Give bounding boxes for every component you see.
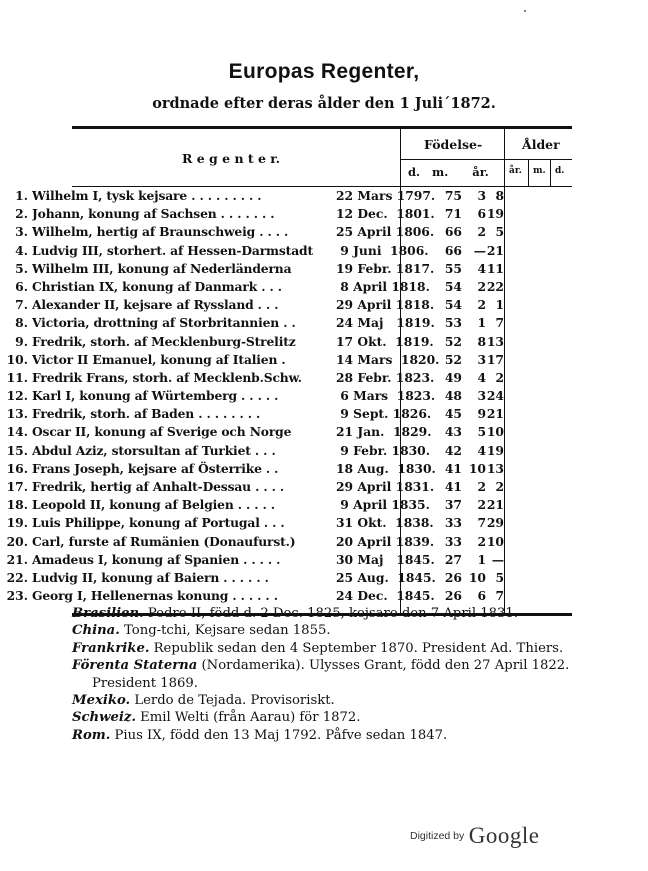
header-age-days: d.: [555, 166, 565, 176]
table-row: [6, 478, 572, 496]
age-years: 33: [444, 515, 462, 531]
age-days: 21: [486, 242, 504, 258]
age-days: 8: [495, 188, 504, 203]
regents-table: [6, 126, 572, 616]
age-days: 17: [486, 351, 504, 367]
age-days: 21: [486, 497, 504, 513]
age-years: 43: [444, 424, 462, 440]
note-text: Republik sedan den 4 September 1870. President Ad. Thiers.: [149, 640, 564, 656]
note-text: Pedro II, född d. 2 Dec. 1825, kejsare den 7 April 1831.: [143, 606, 519, 621]
age-months: 6: [477, 588, 486, 604]
note-line: [72, 727, 592, 744]
age-months: 2: [477, 533, 486, 549]
age-months: 6: [477, 206, 486, 222]
row-number: 5.: [15, 260, 28, 276]
age-months: —: [473, 242, 486, 258]
table-row: [6, 260, 572, 278]
age-years: 26: [444, 569, 462, 585]
row-number: 14.: [6, 424, 28, 440]
regent-name: Victor II Emanuel, konung af Italien .: [32, 351, 286, 367]
page-title: Europas Regenter,: [228, 60, 420, 83]
birth-date: 28 Febr. 1823.: [336, 369, 435, 385]
age-years: 66: [444, 224, 462, 240]
table-row: [6, 369, 572, 387]
age-years: 37: [444, 497, 462, 513]
birth-date: 8 April 1818.: [336, 278, 430, 294]
table-body: [6, 187, 572, 605]
age-days: 10: [486, 533, 504, 549]
birth-date: 22 Mars 1797.: [336, 188, 436, 203]
age-days: 7: [495, 315, 504, 331]
table-row: [6, 333, 572, 351]
table-row: [6, 387, 572, 405]
table-row: [6, 314, 572, 332]
table-row: [6, 242, 572, 260]
birth-date: 24 Dec. 1845.: [336, 588, 435, 604]
age-months: 2: [477, 224, 486, 240]
note-country: Schweiz.: [72, 710, 136, 726]
row-number: 10.: [6, 351, 28, 367]
table-row: [6, 405, 572, 423]
age-years: 71: [444, 206, 462, 222]
age-days: 7: [495, 588, 504, 604]
note-line: [72, 657, 592, 692]
birth-date: 20 April 1839.: [336, 533, 435, 549]
header-alder-rule: [504, 159, 572, 160]
age-months: 2: [477, 497, 486, 513]
header-fodelse-rule: [400, 159, 504, 160]
age-months: 3: [477, 351, 486, 367]
age-days: 29: [486, 515, 504, 531]
age-months: 2: [477, 297, 486, 313]
table-row: [6, 351, 572, 369]
age-years: 54: [444, 278, 462, 294]
regent-name: Wilhelm III, konung af Nederländerna: [32, 260, 292, 276]
table-row: [6, 551, 572, 569]
birth-date: 24 Maj 1819.: [336, 315, 435, 331]
note-line: [72, 709, 592, 726]
table-row: [6, 533, 572, 551]
age-years: 75: [444, 188, 462, 203]
digitized-watermark: [410, 823, 539, 849]
age-years: 41: [444, 460, 462, 476]
header-fodelse: Födelse-: [424, 137, 483, 152]
age-years: 52: [444, 351, 462, 367]
row-number: 19.: [6, 515, 28, 531]
row-number: 8.: [15, 315, 28, 331]
row-number: 22.: [6, 569, 28, 585]
birth-date: 29 April 1831.: [336, 479, 435, 494]
birth-date: 21 Jan. 1829.: [336, 424, 432, 440]
age-months: 4: [477, 442, 486, 458]
row-number: 23.: [6, 588, 28, 604]
regent-name: Wilhelm, hertig af Braunschweig . . . .: [32, 224, 289, 240]
age-days: —: [491, 551, 504, 567]
age-months: 2: [477, 479, 486, 494]
regent-name: Karl I, konung af Würtemberg . . . . .: [32, 388, 279, 404]
age-years: 66: [444, 242, 462, 258]
age-years: 55: [444, 260, 462, 276]
header-age-years: år.: [509, 166, 522, 176]
regent-name: Frans Joseph, kejsare af Österrike . .: [32, 460, 279, 476]
note-line: [72, 605, 592, 622]
age-months: 5: [477, 424, 486, 440]
age-years: 48: [444, 388, 462, 404]
row-number: 16.: [6, 460, 28, 476]
note-country: Rom.: [72, 727, 111, 743]
age-months: 1: [477, 315, 486, 331]
page-subtitle: ordnade efter deras ålder den 1 Juli´1872.: [152, 95, 496, 112]
table-row: [6, 514, 572, 532]
age-years: 45: [444, 406, 462, 422]
regent-name: Christian IX, konung af Danmark . . .: [32, 278, 282, 294]
header-fodelse-sub: d. m. år.: [408, 165, 489, 179]
age-years: 26: [444, 588, 462, 604]
age-months: 4: [477, 260, 486, 276]
row-number: 2.: [15, 206, 28, 222]
row-number: 9.: [15, 333, 28, 349]
regent-name: Leopold II, konung af Belgien . . . . .: [32, 497, 275, 513]
age-months: 7: [477, 515, 486, 531]
row-number: 15.: [6, 442, 28, 458]
row-number: 20.: [6, 533, 28, 549]
table-row: [6, 423, 572, 441]
age-months: 3: [477, 188, 486, 203]
table-row: [6, 587, 572, 605]
age-years: 52: [444, 333, 462, 349]
header-age-div-1: [528, 159, 529, 187]
header-age-months: m.: [533, 166, 546, 176]
regent-name: Georg I, Hellenernas konung . . . . . .: [32, 588, 278, 604]
row-number: 13.: [6, 406, 28, 422]
birth-date: 25 April 1806.: [336, 224, 435, 240]
table-row: [6, 496, 572, 514]
regent-name: Johann, konung af Sachsen . . . . . . .: [32, 206, 275, 222]
note-text: Emil Welti (från Aarau) för 1872.: [135, 710, 361, 726]
age-days: 2: [495, 369, 504, 385]
note-text: Tong-tchi, Kejsare sedan 1855.: [119, 623, 331, 639]
age-months: 10: [468, 460, 486, 476]
header-regenter: R e g e n t e r.: [182, 151, 281, 166]
birth-date: 9 April 1835.: [336, 497, 430, 513]
header-age-div-2: [550, 159, 551, 187]
birth-date: 6 Mars 1823.: [336, 388, 436, 404]
age-months: 9: [477, 406, 486, 422]
birth-date: 29 April 1818.: [336, 297, 435, 313]
note-line: [72, 692, 592, 709]
notes-section: [72, 605, 592, 744]
age-years: 27: [444, 551, 462, 567]
row-number: 12.: [6, 388, 28, 404]
birth-date: 9 Juni 1806.: [336, 242, 429, 258]
note-country: Frankrike.: [72, 640, 150, 656]
age-years: 42: [444, 442, 462, 458]
age-days: 10: [486, 424, 504, 440]
age-years: 54: [444, 297, 462, 313]
regent-name: Fredrik, hertig af Anhalt-Dessau . . . .: [32, 479, 284, 494]
age-days: 11: [486, 260, 504, 276]
row-number: 18.: [6, 497, 28, 513]
age-years: 41: [444, 479, 462, 494]
birth-date: 31 Okt. 1838.: [336, 515, 434, 531]
age-days: 13: [486, 333, 504, 349]
note-text: Pius IX, född den 13 Maj 1792. Påfve sedan 1847.: [110, 727, 448, 743]
note-country: Brasilien.: [72, 606, 144, 621]
age-days: 5: [495, 224, 504, 240]
age-months: 3: [477, 388, 486, 404]
regent-name: Victoria, drottning af Storbritannien . .: [32, 315, 296, 331]
table-row: [6, 278, 572, 296]
note-text: Lerdo de Tejada. Provisoriskt.: [130, 693, 335, 709]
table-row: [6, 442, 572, 460]
regent-name: Carl, furste af Rumänien (Donaufurst.): [32, 533, 296, 549]
row-number: 17.: [6, 479, 28, 494]
regent-name: Ludvig III, storhert. af Hessen-Darmstadt: [32, 242, 313, 258]
age-days: 5: [495, 569, 504, 585]
birth-date: 25 Aug. 1845.: [336, 569, 436, 585]
age-months: 4: [477, 369, 486, 385]
birth-date: 19 Febr. 1817.: [336, 260, 435, 276]
table-row: [6, 569, 572, 587]
regent-name: Ludvig II, konung af Baiern . . . . . .: [32, 569, 269, 585]
age-days: 24: [486, 388, 504, 404]
table-row: [6, 205, 572, 223]
row-number: 1.: [15, 188, 28, 203]
age-years: 49: [444, 369, 462, 385]
row-number: 7.: [15, 297, 28, 313]
age-days: 22: [486, 278, 504, 294]
regent-name: Abdul Aziz, storsultan af Turkiet . . .: [32, 442, 276, 458]
age-days: 1: [495, 297, 504, 313]
regent-name: Oscar II, konung af Sverige och Norge: [32, 424, 292, 440]
age-months: 2: [477, 278, 486, 294]
age-months: 8: [477, 333, 486, 349]
note-country: Förenta Staterna: [72, 658, 198, 674]
note-country: China.: [72, 623, 120, 639]
age-days: 13: [486, 460, 504, 476]
regent-name: Wilhelm I, tysk kejsare . . . . . . . . .: [32, 188, 262, 203]
regent-name: Alexander II, kejsare af Ryssland . . .: [32, 297, 279, 313]
age-days: 21: [486, 406, 504, 422]
age-years: 53: [444, 315, 462, 331]
note-line: [72, 622, 592, 639]
regent-name: Luis Philippe, konung af Portugal . . .: [32, 515, 285, 531]
birth-date: 9 Febr. 1830.: [336, 442, 431, 458]
regent-name: Amadeus I, konung af Spanien . . . . .: [32, 551, 281, 567]
note-text: (Nordamerika). Ulysses Grant, född den 27 April 1822. President 1869.: [92, 658, 570, 691]
google-wordmark: Google: [468, 823, 540, 848]
birth-date: 30 Maj 1845.: [336, 551, 435, 567]
age-years: 33: [444, 533, 462, 549]
header-alder: Ålder: [522, 137, 560, 152]
row-number: 11.: [6, 369, 28, 385]
row-number: 6.: [15, 278, 28, 294]
note-line: [72, 640, 592, 657]
table-row: [6, 296, 572, 314]
table-row: [6, 460, 572, 478]
age-months: 10: [468, 569, 486, 585]
regent-name: Fredrik, storh. af Baden . . . . . . . .: [32, 406, 261, 422]
row-number: 21.: [6, 551, 28, 567]
row-number: 4.: [15, 242, 28, 258]
age-days: 2: [495, 479, 504, 494]
regent-name: Fredrik, storh. af Mecklenburg-Strelitz: [32, 333, 296, 349]
birth-date: 9 Sept. 1826.: [336, 406, 432, 422]
birth-date: 12 Dec. 1801.: [336, 206, 435, 222]
print-speck: [524, 10, 526, 12]
age-days: 19: [486, 442, 504, 458]
age-months: 1: [477, 551, 486, 567]
regent-name: Fredrik Frans, storh. af Mecklenb.Schw.: [32, 369, 302, 385]
table-row: [6, 223, 572, 241]
row-number: 3.: [15, 224, 28, 240]
birth-date: 17 Okt. 1819.: [336, 333, 434, 349]
note-country: Mexiko.: [72, 693, 131, 709]
digitized-by-text: Digitized by: [410, 830, 465, 842]
birth-date: 18 Aug. 1830.: [336, 460, 436, 476]
birth-date: 14 Mars 1820.: [336, 351, 440, 367]
table-row: [6, 187, 572, 205]
age-days: 19: [486, 206, 504, 222]
